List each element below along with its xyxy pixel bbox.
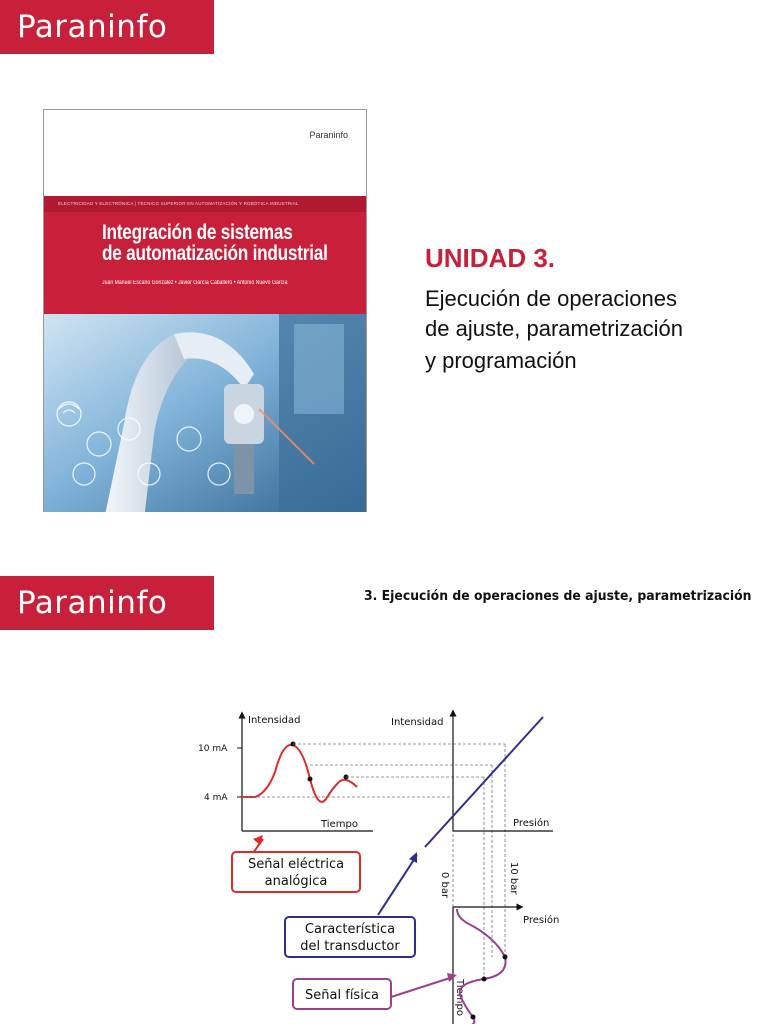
transducer-label-line2: del transductor: [300, 939, 400, 954]
physical-label: Señal física: [305, 988, 379, 1003]
book-cover: [44, 110, 366, 512]
physical-label-box: [293, 979, 391, 1009]
transducer-diagram: [195, 707, 575, 1024]
unit-number: UNIDAD 3.: [425, 243, 556, 273]
cover-title-line2: de automatización industrial: [102, 242, 328, 265]
electric-label-line2: analógica: [264, 874, 328, 889]
unit-title-line1: Ejecución de operaciones: [425, 286, 677, 311]
unit-title-line3: y programación: [425, 348, 577, 373]
tick-0bar: 0 bar: [439, 872, 450, 899]
electric-signal-chart: [198, 715, 373, 831]
electric-label-line1: Señal eléctrica: [247, 857, 345, 872]
physical-signal-chart: [439, 862, 559, 1024]
electric-signal-curve: [242, 745, 357, 802]
cover-title: [102, 222, 328, 264]
tick-4ma: 4 mA: [204, 793, 228, 803]
tick-10bar: 10 bar: [508, 862, 519, 895]
cover-title-line1: Integración de sistemas: [102, 221, 293, 244]
slide-title: 3. Ejecución de operaciones de ajuste, parametrización: [364, 588, 752, 604]
slide-content: [0, 512, 768, 1024]
physical-arrow: [391, 977, 453, 997]
cover-series-strip: ELECTRICIDAD Y ELECTRÓNICA | TÉCNICO SUPERIOR EN AUTOMATIZACIÓN Y ROBÓTICA INDUSTRIAL: [44, 196, 366, 212]
physical-xlabel: Presión: [523, 915, 560, 926]
signal-ylabel: Intensidad: [248, 715, 301, 726]
robot-arm-photo: [44, 314, 366, 512]
paraninfo-logo: Paraninfo: [0, 576, 214, 630]
physical-ylabel: Tiempo: [454, 979, 465, 1016]
transducer-arrow: [378, 855, 417, 915]
tick-10ma: 10 mA: [198, 744, 228, 754]
transducer-label-box: [285, 917, 415, 957]
cover-publisher: Paraninfo: [309, 130, 348, 140]
electric-label-box: [232, 852, 360, 892]
transducer-ylabel: Intensidad: [391, 717, 444, 728]
cover-authors: Juan Manuel Escaño González • Javier García Caballero • Antonio Nuevo García: [102, 280, 288, 286]
transducer-label-line1: Característica: [304, 922, 396, 937]
transducer-chart: [391, 713, 553, 847]
signal-xlabel: Tiempo: [321, 819, 358, 830]
transducer-xlabel: Presión: [513, 818, 550, 829]
unit-title-line2: de ajuste, parametrización: [425, 316, 684, 341]
paraninfo-logo: Paraninfo: [0, 0, 214, 54]
